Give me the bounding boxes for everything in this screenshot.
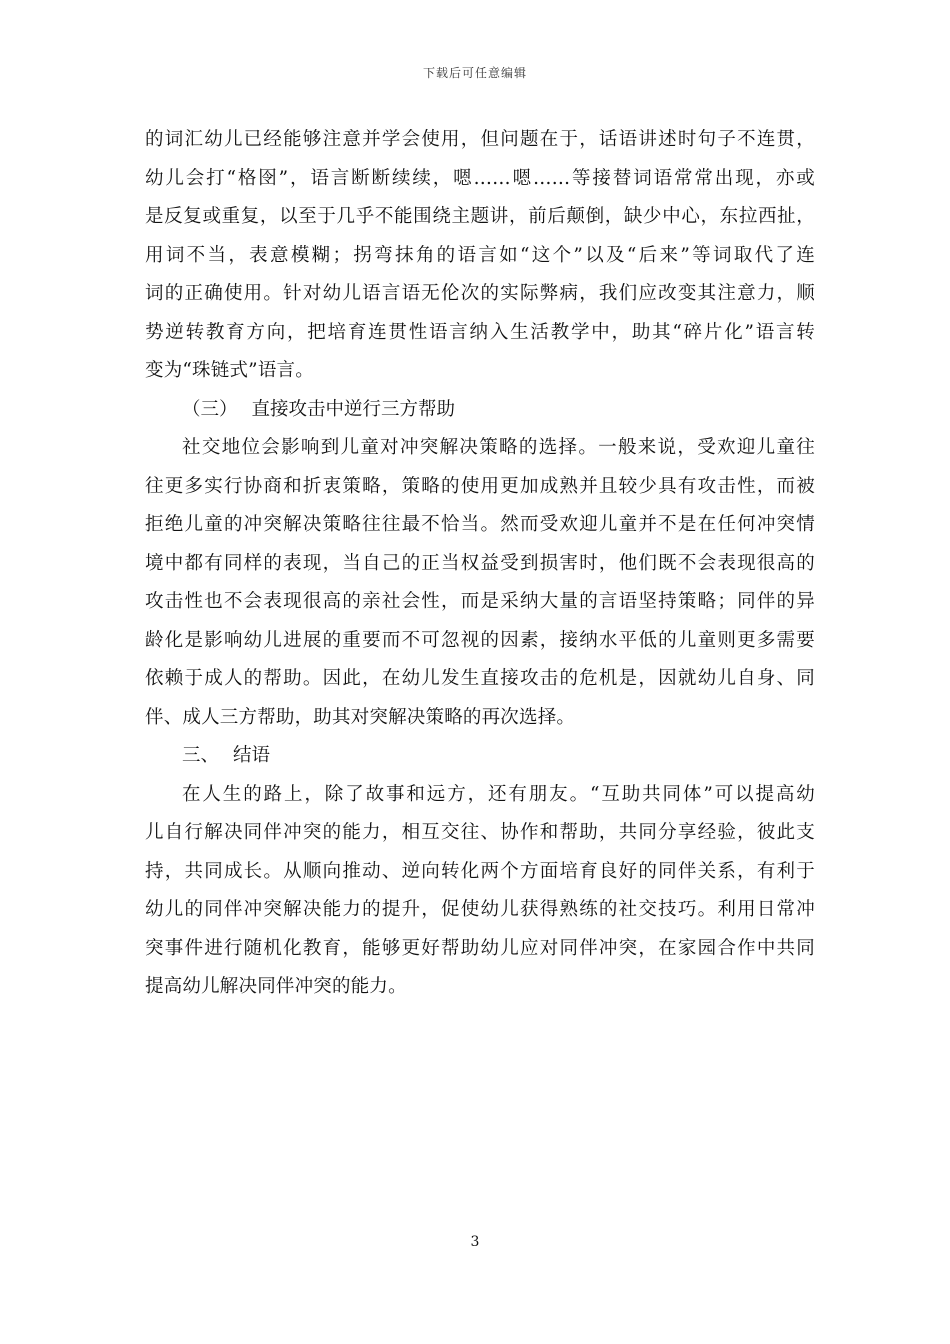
paragraph-direct-attack [145,429,815,737]
text-line: 社交地位会影响到儿童对冲突解决策略的选择。一般来说，受欢迎儿童往 [182,437,815,458]
text-line: 依赖于成人的帮助。因此，在幼儿发生直接攻击的危机是，因就幼儿自身、同 [145,668,815,689]
paragraph-conclusion [145,776,815,1007]
text-line: 势逆转教育方向，把培育连贯性语言纳入生活教学中，助其“碎片化”语言转 [145,321,815,343]
text-line: 用词不当，表意模糊；拐弯抹角的语言如“这个”以及“后来”等词取代了连 [145,244,815,266]
text-line: 往更多实行协商和折衷策略，策略的使用更加成熟并且较少具有攻击性，而被 [145,475,815,497]
text-line: 拒绝儿童的冲突解决策略往往最不恰当。然而受欢迎儿童并不是在任何冲突情 [145,514,815,535]
heading-title: 直接攻击中逆行三方帮助 [251,398,456,420]
section-heading-conclusion [145,737,815,776]
text-line: 幼儿的同伴冲突解决能力的提升，促使幼儿获得熟练的社交技巧。利用日常冲 [145,899,815,920]
section-heading-three [145,391,815,430]
document-body [145,121,815,1007]
text-line: 持，共同成长。从顺向推动、逆向转化两个方面培育良好的同伴关系，有利于 [145,860,815,882]
heading-number: （三） [182,398,238,420]
text-line: 提高幼儿解决同伴冲突的能力。 [145,976,407,997]
text-line: 幼儿会打“格囹”，语言断断续续，嗯……嗯……等接替词语常常出现，亦或 [145,167,815,189]
page-header: 下载后可任意编辑 [422,66,527,80]
text-line: 的词汇幼儿已经能够注意并学会使用，但问题在于，话语讲述时句子不连贯， [145,129,815,150]
text-line: 变为“珠链式”语言。 [145,360,314,381]
text-line: 是反复或重复，以至于几乎不能围绕主题讲，前后颠倒，缺少中心，东拉西扯， [145,206,815,227]
text-line: 攻击性也不会表现很高的亲社会性，而是采纳大量的言语坚持策略；同伴的异 [145,591,815,612]
page-number: 3 [470,1234,480,1250]
paragraph-language-continuity [145,121,815,391]
text-line: 词的正确使用。针对幼儿语言语无伦次的实际弊病，我们应改变其注意力，顺 [145,283,815,304]
heading-title: 结语 [233,745,271,766]
text-line: 境中都有同样的表现，当自己的正当权益受到损害时，他们既不会表现很高的 [145,552,815,574]
text-line: 伴、成人三方帮助，助其对突解决策略的再次选择。 [145,706,576,728]
text-line: 突事件进行随机化教育，能够更好帮助幼儿应对同伴冲突，在家园合作中共同 [145,937,815,959]
text-line: 在人生的路上，除了故事和远方，还有朋友。“互助共同体”可以提高幼 [182,783,815,805]
text-line: 儿自行解决同伴冲突的能力，相互交往、协作和帮助，共同分享经验，彼此支 [145,822,815,843]
heading-number: 三、 [182,745,220,766]
text-line: 龄化是影响幼儿进展的重要而不可忽视的因素，接纳水平低的儿童则更多需要 [145,629,815,651]
